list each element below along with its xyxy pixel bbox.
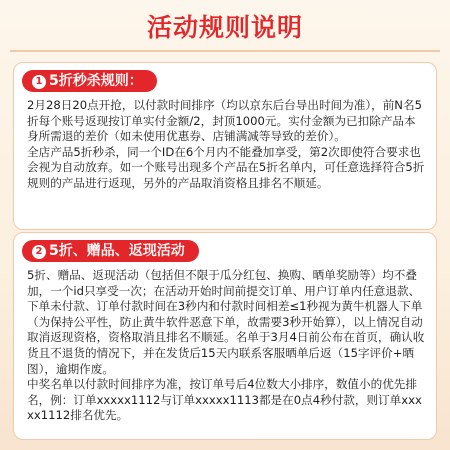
- rule-paragraph: 全店产品5折秒杀，同一个ID在6个月内不能叠加享受，第2次即使符合要求也会视为自动放弃。如一个账号出现多个产品在5折名单内，可任意选择符合5折规则的产品进行返现，另外的产品取消资格且排名不顺延。: [27, 144, 425, 190]
- rule-paragraph: 5折、赠品、返现活动（包括但不限于瓜分红包、换购、晒单奖励等）均不叠加，一个id只享受一次；在活动开始时间前提交订单、用户订单内任意退款、下单未付款、订单付款时间在3秒内和付款时间相差≤1秒视为黄牛机器人下单（为保持公平性，防止黄牛软件恶意下单，故需要3秒开始算），以上情况自动取消返现资格，资格取消且排名不顺延。名单于3月4日前公布在首页，确认收货且不退货的情况下，并在发货后15天内联系客服晒单后返（15字评价+晒图），逾期作废。: [27, 268, 425, 376]
- section-number-icon: 1: [32, 75, 46, 89]
- section-card-gift-cashback: [13, 232, 437, 440]
- section-number-icon: 2: [32, 245, 46, 259]
- page-title: 活动规则说明: [146, 13, 303, 42]
- title-divider: [10, 50, 440, 52]
- section-body: [27, 268, 426, 424]
- section-card-flash-sale: [13, 62, 437, 230]
- section-heading: 5折、赠品、返现活动: [49, 243, 185, 259]
- section-heading-badge: [22, 70, 157, 92]
- section-heading: 5折秒杀规则：: [49, 73, 143, 89]
- rule-paragraph: 中奖名单以付款时间排序为准，按订单号后4位数大小排序，数值小的优先排名，例：订单xxxxx1112与订单xxxxx1113都是在0点4秒付款，则订单xxxxx1112排名优先。: [27, 377, 422, 423]
- section-body: [27, 98, 426, 192]
- rule-paragraph: 2月28日20点开抢，以付款时间排序（均以京东后台导出时间为准），前N名5折每个账号返现按订单实付金额/2，封顶1000元。实付金额为已扣除产品本身所需退的差价（如未使用优惠券、店铺满减等导致的差价）。: [27, 98, 422, 144]
- section-heading-badge: [22, 240, 199, 262]
